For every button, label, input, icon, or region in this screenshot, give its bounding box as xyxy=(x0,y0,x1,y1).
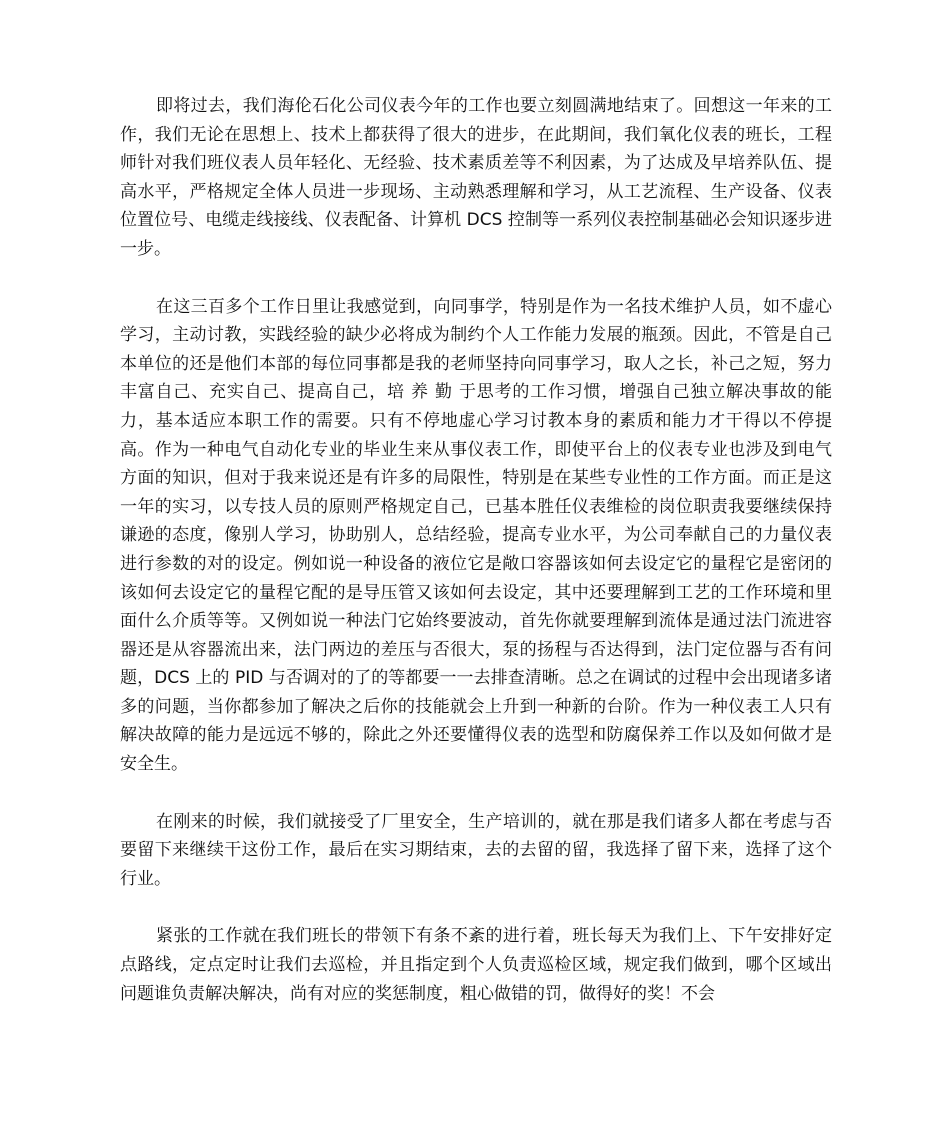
paragraph-4: 紧张的工作就在我们班长的带领下有条不紊的进行着，班长每天为我们上、下午安排好定点路线，定点定时让我们去巡检，并且指定到个人负责巡检区域，规定我们做到，哪个区域出问题谁负责解决解决，尚有对应的奖惩制度，粗心做错的罚，做得好的奖！不会 xyxy=(120,926,832,1004)
paragraph-2: 在这三百多个工作日里让我感觉到，向同事学，特别是作为一名技术维护人员，如不虚心学习，主动讨教，实践经验的缺少必将成为制约个人工作能力发展的瓶颈。因此，不管是自己本单位的还是他们本部的每位同事都是我的老师坚持向同事学习，取人之长，补己之短，努力丰富自己、充实自己、提高自己，培 养 勤 于思考的工作习惯，增强自己独立解决事故的能力，基本适应本职工作的需要。只有不停地虚心学习讨教本身的素质和能力才干得以不停提高。作为一种电气自动化专业的毕业生来从事仪表工作，即使平台上的仪表专业也涉及到电气方面的知识，但对于我来说还是有许多的局限性，特别是在某些专业性的工作方面。而正是这一年的实习，以专技人员的原则严格规定自己，已基本胜任仪表维检的岗位职责我要继续保持谦逊的态度，像别人学习，协助别人，总结经验，提高专业水平，为公司奉献自己的力量仪表进行参数的对的设定。例如说一种设备的液位它是敞口容器该如何去设定它的量程它是密闭的该如何去设定它的量程它配的是导压管又该如何去设定，其中还要理解到工艺的工作环境和里面什么介质等等。又例如说一种法门它始终要波动，首先你就要理解到流体是通过法门流进容器还是从容器流出来，法门两边的差压与否很大，泵的扬程与否达得到，法门定位器与否有问题，DCS 上的 PID 与否调对的了的等都要一一去排查清晰。总之在调试的过程中会出现诸多诸多的问题，当你都参加了解决之后你的技能就会上升到一种新的台阶。作为一种仪表工人只有解决故障的能力是远远不够的，除此之外还要懂得仪表的选型和防腐保养工作以及如何做才是安全生。 xyxy=(120,296,832,775)
paragraph-1: 即将过去，我们海伦石化公司仪表今年的工作也要立刻圆满地结束了。回想这一年来的工作，我们无论在思想上、技术上都获得了很大的进步，在此期间，我们氧化仪表的班长，工程师针对我们班仪表人员年轻化、无经验、技术素质差等不利因素，为了达成及早培养队伍、提高水平，严格规定全体人员进一步现场、主动熟悉理解和学习，从工艺流程、生产设备、仪表位置位号、电缆走线接线、仪表配备、计算机 DCS 控制等一系列仪表控制基础必会知识逐步进一步。 xyxy=(120,96,832,259)
paragraph-3: 在刚来的时候，我们就接受了厂里安全，生产培训的，就在那是我们诸多人都在考虑与否要留下来继续干这份工作，最后在实习期结束，去的去留的留，我选择了留下来，选择了这个行业。 xyxy=(120,811,832,889)
document-body xyxy=(120,92,832,1008)
